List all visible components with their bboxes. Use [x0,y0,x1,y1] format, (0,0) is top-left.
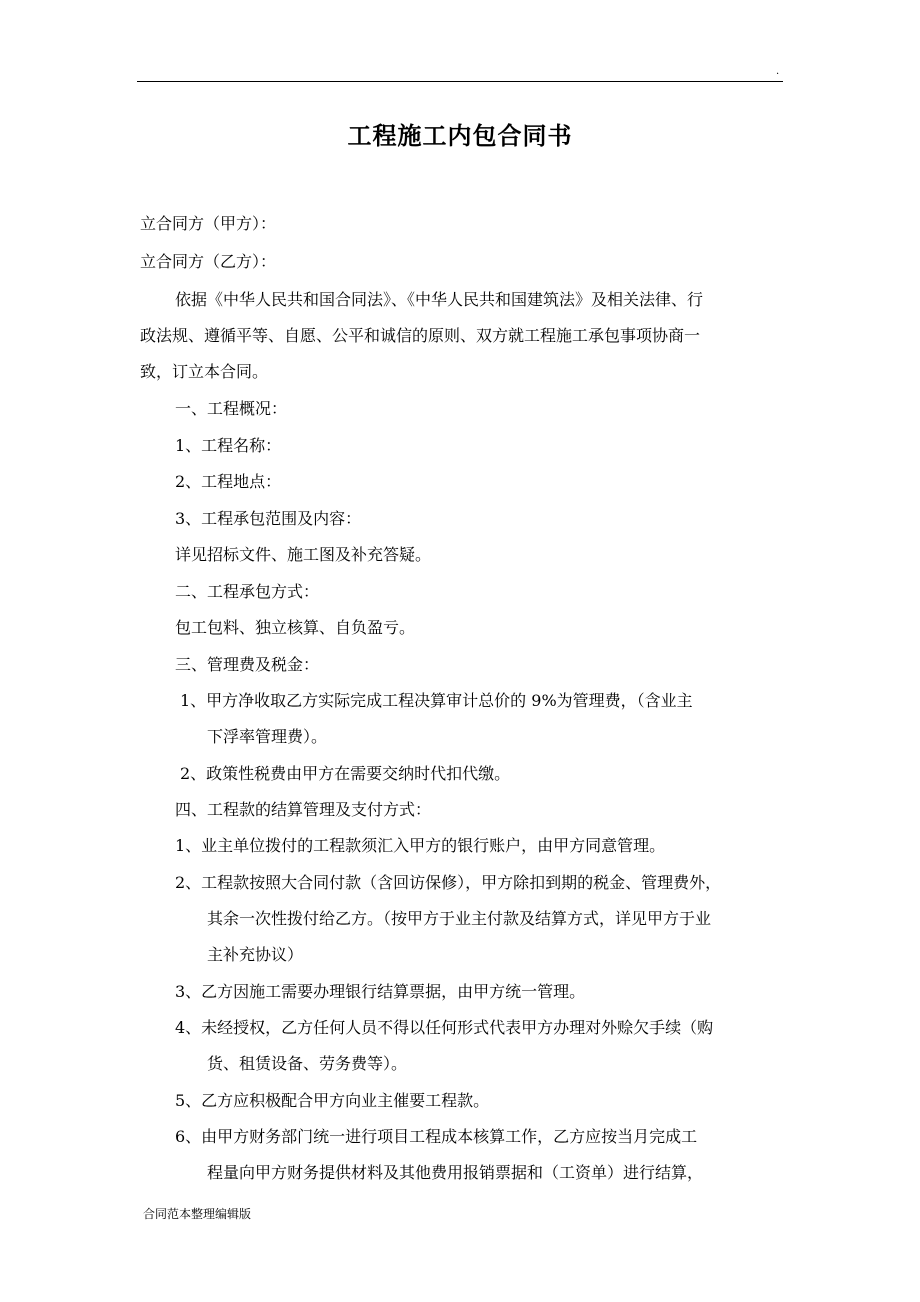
section-4-item-2-line-3: 主补充协议） [207,945,304,964]
project-location-line: 2、工程地点： [175,472,282,491]
section-4-item-2-line-2: 其余一次性拨付给乙方。（按甲方于业主付款及结算方式，详见甲方于业 [207,909,712,928]
project-scope-detail: 详见招标文件、施工图及补充答疑。 [175,545,432,564]
project-scope-line: 3、工程承包范围及内容： [175,509,362,528]
section-4-item-2-line-1: 2、工程款按照大合同付款（含回访保修），甲方除扣到期的税金、管理费外， [175,873,722,892]
section-3-item-2: 2、政策性税费由甲方在需要交纳时代扣代缴。 [180,764,511,783]
section-4-heading: 四、工程款的结算管理及支付方式： [175,800,432,819]
section-2-heading: 二、工程承包方式： [175,582,320,601]
section-4-item-3: 3、乙方因施工需要办理银行结算票据，由甲方统一管理。 [175,982,586,1001]
party-b-line: 立合同方（乙方）： [140,252,277,271]
header-rule [137,81,783,82]
section-4-item-4-line-1: 4、未经授权，乙方任何人员不得以任何形式代表甲方办理对外赊欠手续（购 [175,1018,714,1037]
header-mark: . [776,66,780,77]
section-3-heading: 三、管理费及税金： [175,655,320,674]
section-4-item-1: 1、业主单位拨付的工程款须汇入甲方的银行账户，由甲方同意管理。 [175,836,666,855]
project-name-line: 1、工程名称： [175,436,282,455]
party-a-line: 立合同方（甲方）： [140,214,277,233]
intro-line-1: 依据《中华人民共和国合同法》、《中华人民共和国建筑法》及相关法律、行 [175,290,704,309]
page-footer: 合同范本整理编辑版 [143,1207,252,1221]
section-1-heading: 一、工程概况： [175,399,288,418]
intro-line-3: 致，订立本合同。 [140,362,269,381]
section-4-item-5: 5、乙方应积极配合甲方向业主催要工程款。 [175,1091,490,1110]
section-3-item-1-line-1: 1、甲方净收取乙方实际完成工程决算审计总价的 9%为管理费，（含业主 [180,691,693,710]
section-4-item-6-line-2: 程量向甲方财务提供材料及其他费用报销票据和（工资单）进行结算， [207,1163,704,1182]
section-4-item-4-line-2: 货、租赁设备、劳务费等）。 [207,1054,408,1073]
section-3-item-1-line-2: 下浮率管理费）。 [207,727,328,746]
contract-mode-detail: 包工包料、独立核算、自负盈亏。 [175,618,416,637]
intro-line-2: 政法规、遵循平等、自愿、公平和诚信的原则、双方就工程施工承包事项协商一 [140,326,701,345]
section-4-item-6-line-1: 6、由甲方财务部门统一进行项目工程成本核算工作，乙方应按当月完成工 [175,1127,698,1146]
document-title: 工程施工内包合同书 [347,121,573,150]
